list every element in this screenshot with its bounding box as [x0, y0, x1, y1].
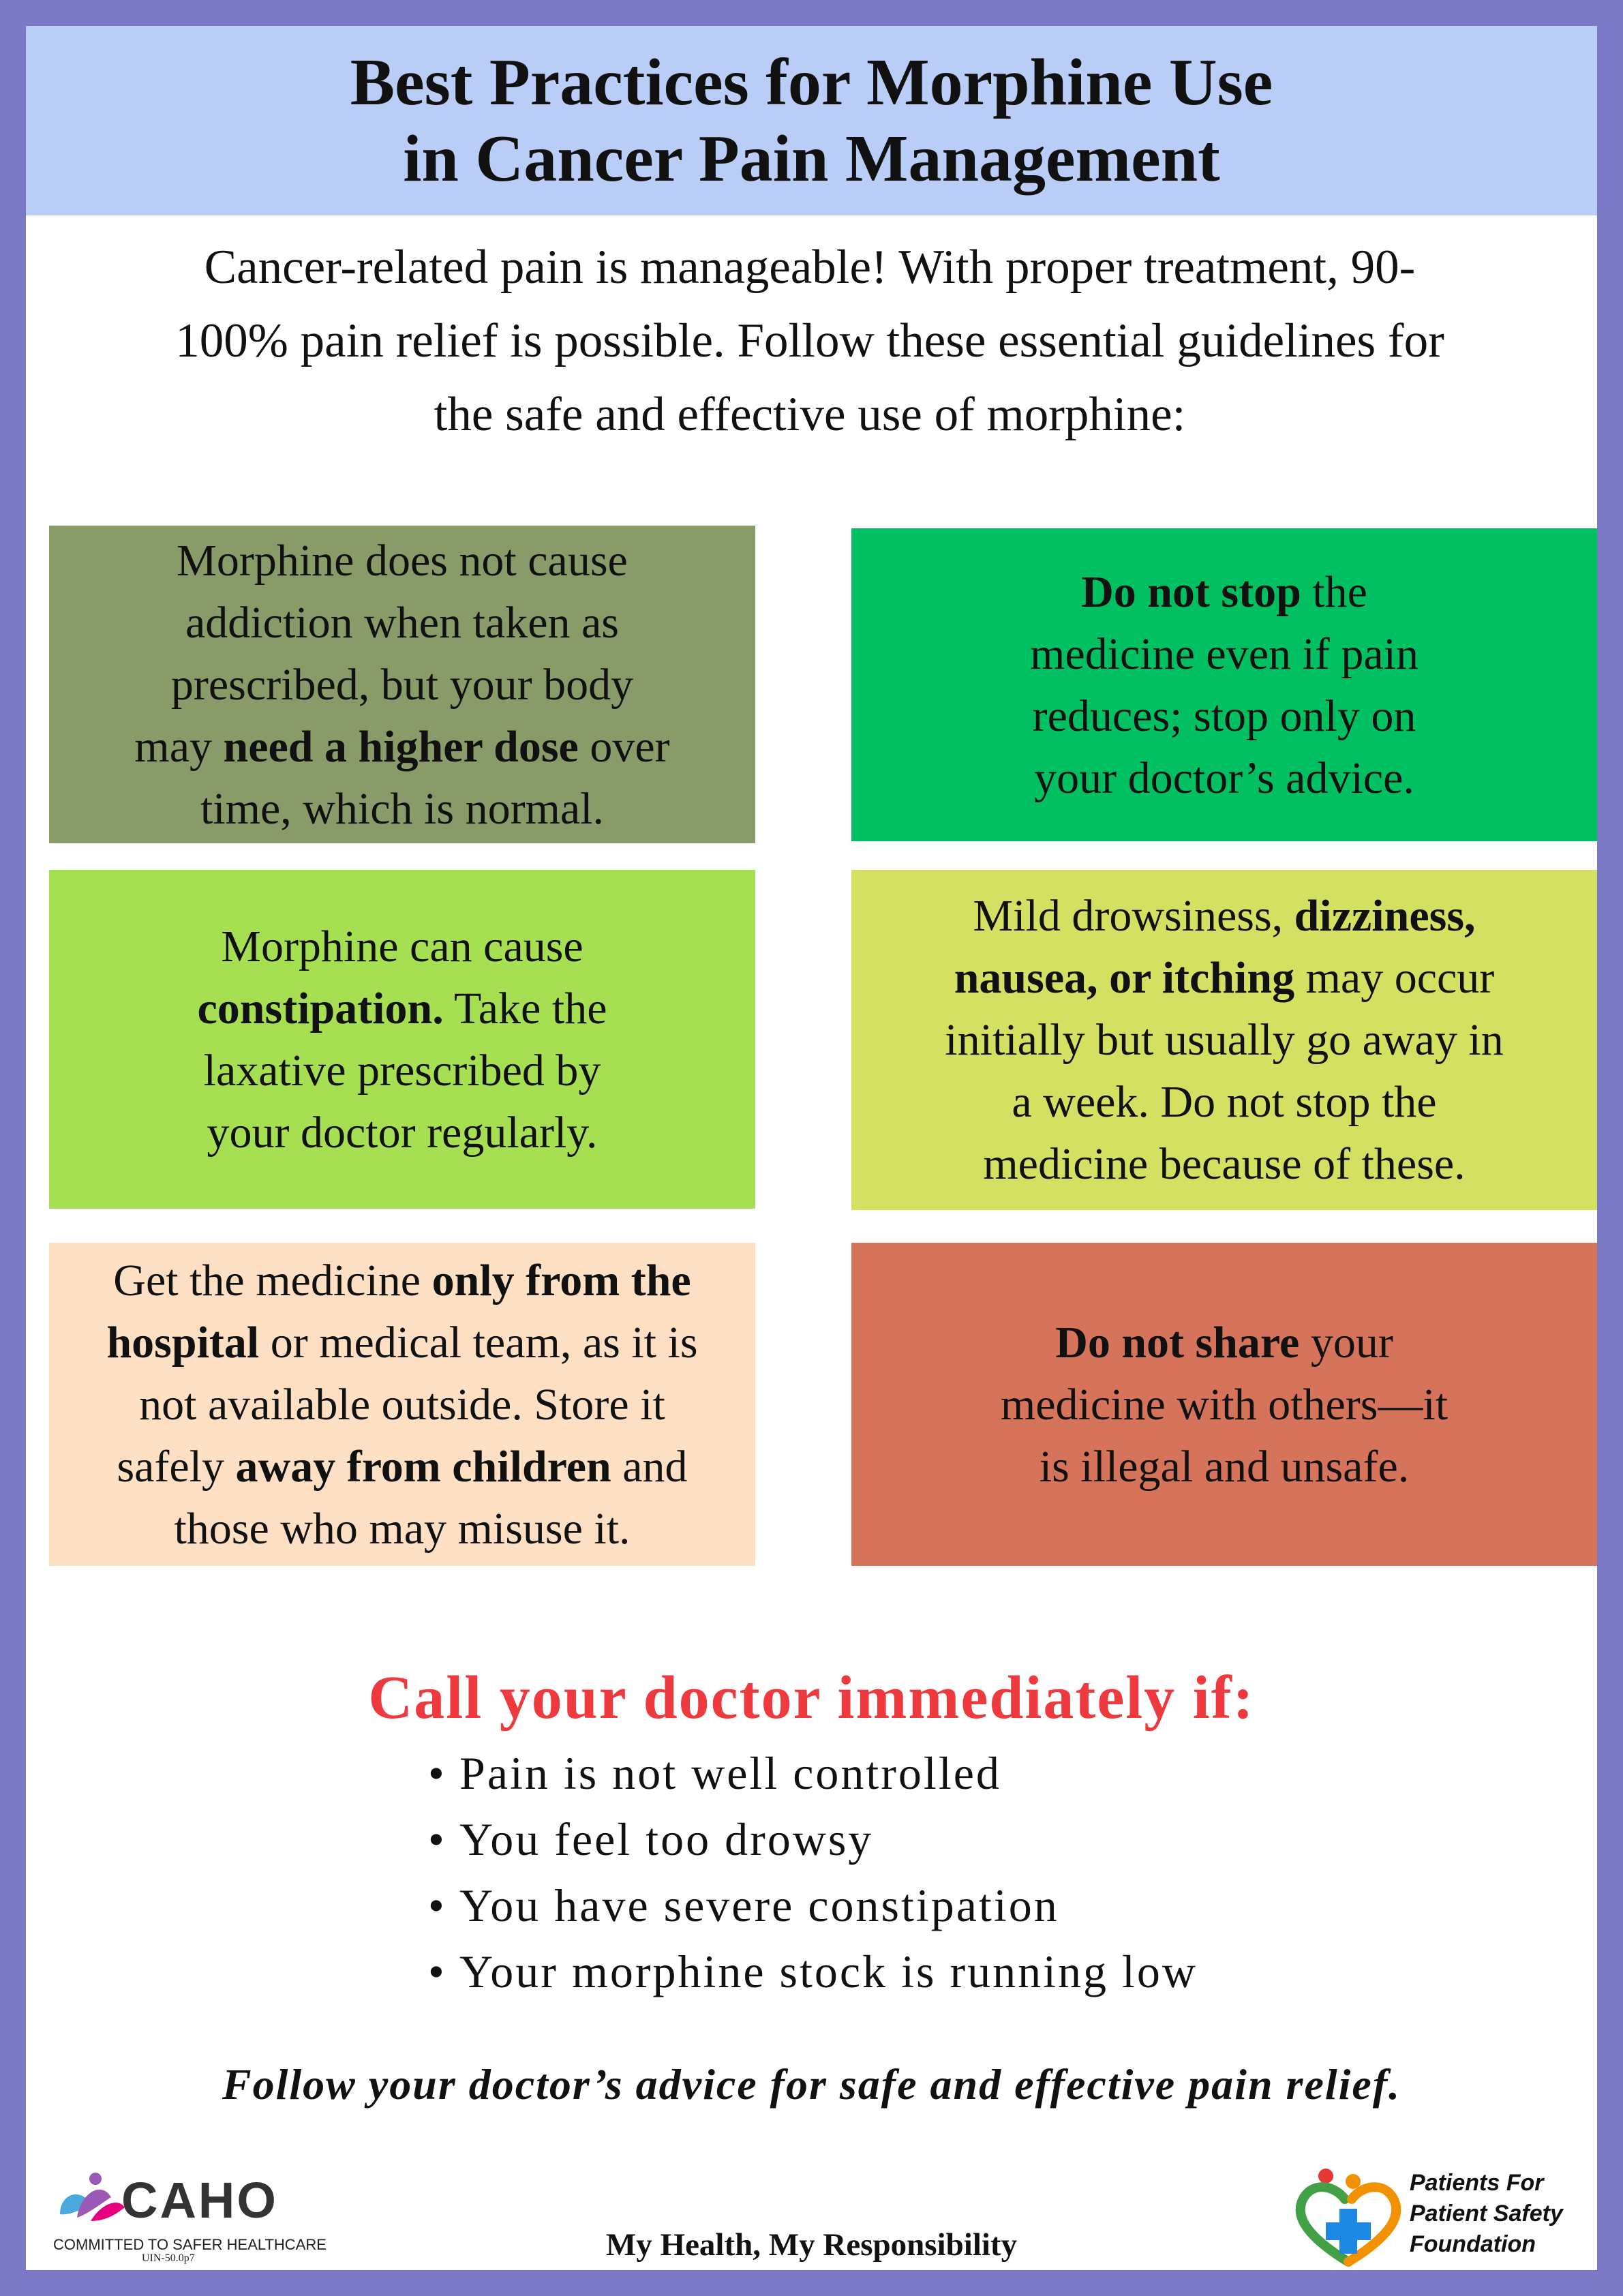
tip-text: initially but usually go away in — [945, 1015, 1504, 1065]
tip-text: time, which is normal. — [200, 783, 605, 834]
tip-line — [954, 947, 1495, 1009]
tip-text: safely — [117, 1441, 236, 1492]
tip-emphasis: constipation. — [197, 983, 444, 1033]
ppsf-line: Foundation — [1410, 2231, 1536, 2257]
tip-emphasis: dizziness, — [1294, 891, 1476, 941]
tip-emphasis: Do not stop — [1081, 567, 1301, 617]
list-item — [428, 1740, 1198, 1807]
tip-text: your — [1299, 1317, 1393, 1368]
intro-line: 100% pain relief is possible. Follow these essential guidelines for — [175, 314, 1444, 367]
tip-text: or medical team, as it is — [259, 1317, 698, 1368]
tip-line — [177, 530, 628, 592]
closing-statement: Follow your doctor’s advice for safe and effective pain relief. — [222, 2060, 1401, 2109]
tip-text: a week. Do not stop the — [1012, 1077, 1437, 1127]
tip-line — [1030, 623, 1419, 685]
heart-cross-icon — [1290, 2166, 1406, 2269]
tip-line — [973, 885, 1475, 947]
ppsf-line: Patients For — [1410, 2170, 1544, 2196]
ppsf-logo-text — [1410, 2168, 1563, 2260]
tip-line — [185, 592, 619, 654]
page-title-line-1: Best Practices for Morphine Use — [350, 46, 1273, 119]
tip-line — [1012, 1071, 1436, 1133]
tip-line — [200, 778, 604, 840]
caho-logo-tagline: COMMITTED TO SAFER HEALTHCARE — [53, 2236, 327, 2253]
tip-text: those who may misuse it. — [174, 1503, 631, 1554]
tip-line — [198, 978, 607, 1040]
tip-text: prescribed, but your body — [170, 659, 634, 710]
call-doctor-list — [428, 1740, 1198, 2005]
tip-text: laxative prescribed by — [203, 1045, 601, 1096]
tip-text: addiction when taken as — [185, 597, 619, 648]
tip-line — [139, 1374, 665, 1436]
tip-box-do-not-stop — [851, 528, 1597, 841]
bullet-glyph: • — [428, 1747, 446, 1799]
tip-text: over — [578, 721, 670, 772]
tip-line — [207, 1102, 597, 1164]
tip-text: medicine because of these. — [983, 1139, 1466, 1189]
tip-text: Morphine does not cause — [177, 535, 628, 586]
tip-line — [113, 1250, 691, 1312]
tip-text: is illegal and unsafe. — [1039, 1441, 1410, 1492]
tip-line — [945, 1009, 1503, 1071]
list-item-text: You have severe constipation — [459, 1879, 1059, 1931]
tip-text: Mild drowsiness, — [973, 891, 1294, 941]
tip-line — [204, 1040, 601, 1102]
tip-box-constipation — [49, 870, 755, 1209]
tip-text: may — [134, 721, 224, 772]
tip-box-side-effects — [851, 870, 1597, 1210]
tip-line — [117, 1436, 687, 1498]
tip-emphasis: nausea, or itching — [954, 953, 1295, 1003]
caho-logo-name: CAHO — [121, 2172, 278, 2229]
title-banner — [26, 26, 1597, 215]
tip-line — [1040, 1436, 1410, 1498]
tip-line — [1081, 561, 1367, 623]
ppsf-logo — [1290, 2160, 1618, 2269]
tip-text: medicine with others—it — [1000, 1379, 1448, 1430]
tip-text: the — [1301, 567, 1367, 617]
tip-line — [1055, 1312, 1393, 1374]
page-title-line-2: in Cancer Pain Management — [403, 122, 1220, 196]
tip-text: Take the — [443, 983, 607, 1033]
list-item — [428, 1939, 1198, 2005]
intro-line: the safe and effective use of morphine: — [434, 388, 1186, 441]
tip-text: Morphine can cause — [221, 921, 583, 971]
list-item-text: You feel too drowsy — [459, 1813, 874, 1865]
list-item-text: Pain is not well controlled — [459, 1747, 1001, 1799]
tip-line — [171, 654, 633, 716]
tip-text: your doctor’s advice. — [1034, 753, 1414, 803]
bullet-glyph: • — [428, 1946, 446, 1997]
tip-emphasis: hospital — [106, 1317, 260, 1368]
document-uin: UIN-50.0p7 — [142, 2252, 195, 2264]
tip-emphasis: Do not share — [1055, 1317, 1300, 1368]
tip-line — [106, 1312, 697, 1374]
tip-line — [983, 1133, 1465, 1195]
tip-emphasis: only from the — [431, 1255, 691, 1305]
tip-text: Get the medicine — [113, 1255, 432, 1305]
list-item-text: Your morphine stock is running low — [459, 1946, 1198, 1997]
bullet-glyph: • — [428, 1879, 446, 1931]
tip-text: your doctor regularly. — [207, 1107, 598, 1158]
tip-text: not available outside. Store it — [139, 1379, 665, 1430]
poster — [26, 26, 1597, 2270]
intro-line: Cancer-related pain is manageable! With proper treatment, 90- — [204, 241, 1416, 294]
bullet-glyph: • — [428, 1813, 446, 1865]
tip-line — [1034, 747, 1414, 809]
tip-emphasis: need a higher dose — [223, 721, 579, 772]
tip-text: and — [611, 1441, 688, 1492]
tip-line — [174, 1498, 630, 1560]
tip-line — [1001, 1374, 1448, 1436]
call-doctor-heading: Call your doctor immediately if: — [368, 1664, 1255, 1732]
tip-text: may occur — [1294, 953, 1495, 1003]
tip-box-do-not-share — [851, 1243, 1597, 1566]
list-item — [428, 1807, 1198, 1873]
tip-line — [221, 916, 583, 978]
tip-line — [1033, 685, 1416, 747]
tip-text: reduces; stop only on — [1032, 691, 1416, 741]
tip-box-storage — [49, 1243, 755, 1566]
tip-emphasis: away from children — [235, 1441, 611, 1492]
ppsf-line: Patient Safety — [1410, 2201, 1563, 2226]
tip-line — [134, 716, 669, 778]
footer-tagline: My Health, My Responsibility — [605, 2227, 1018, 2263]
tip-text: medicine even if pain — [1030, 629, 1419, 679]
tip-box-addiction — [49, 526, 755, 843]
list-item — [428, 1873, 1198, 1939]
intro-paragraph — [87, 230, 1532, 451]
